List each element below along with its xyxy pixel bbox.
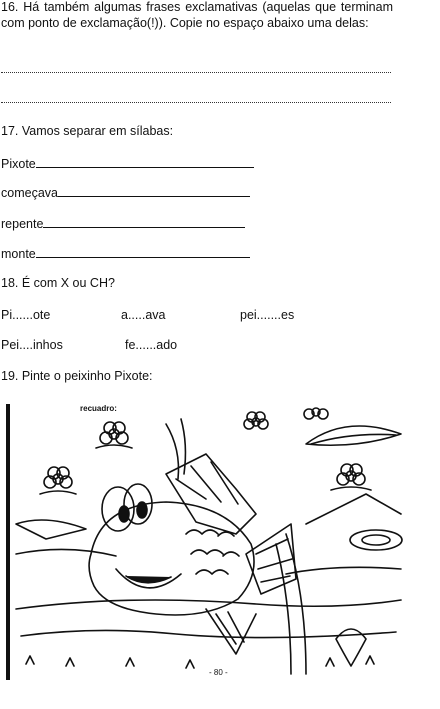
x-ch-item-2[interactable]: a.....ava [121,308,166,322]
syllable-row-4 [1,245,250,262]
x-ch-item-4[interactable]: Pei....inhos [1,338,63,352]
flower-3 [331,464,371,490]
fish-pixote [89,484,296,654]
illustration-header-note: recuadro: [80,404,117,413]
question-19-title: 19. Pinte o peixinho Pixote: [1,369,153,383]
answer-line-2[interactable] [1,100,391,103]
syllable-answer-line-1[interactable] [36,155,254,168]
fish-scene-drawing [6,404,406,680]
flower-4 [244,412,268,429]
x-ch-item-1[interactable]: Pi......ote [1,308,51,322]
flower-2 [40,467,76,494]
question-17-title: 17. Vamos separar em sílabas: [1,124,174,138]
page-number: - 80 - [209,668,228,677]
word-monte: monte [1,247,36,261]
word-comecava: começava [1,186,58,200]
word-repente: repente [1,217,44,231]
syllable-row-3 [1,215,245,232]
syllable-answer-line-4[interactable] [36,245,250,258]
syllable-row-2 [1,184,250,201]
x-ch-item-5[interactable]: fe......ado [125,338,178,352]
syllable-answer-line-3[interactable] [43,215,245,228]
syllable-answer-line-2[interactable] [58,184,250,197]
answer-line-1[interactable] [1,70,391,73]
flower-1 [96,422,132,448]
question-18-title: 18. É com X ou CH? [1,276,115,290]
flower-5 [304,408,328,419]
coloring-illustration[interactable] [6,404,406,680]
question-16-text: 16. Há também algumas frases exclamativas (aquelas que terminam com ponto de exclamação(!)). Copie no espaço abaixo uma delas: [1,0,393,30]
word-pixote: Pixote [1,157,36,171]
syllable-row-1 [1,155,254,172]
x-ch-item-3[interactable]: pei.......es [240,308,295,322]
